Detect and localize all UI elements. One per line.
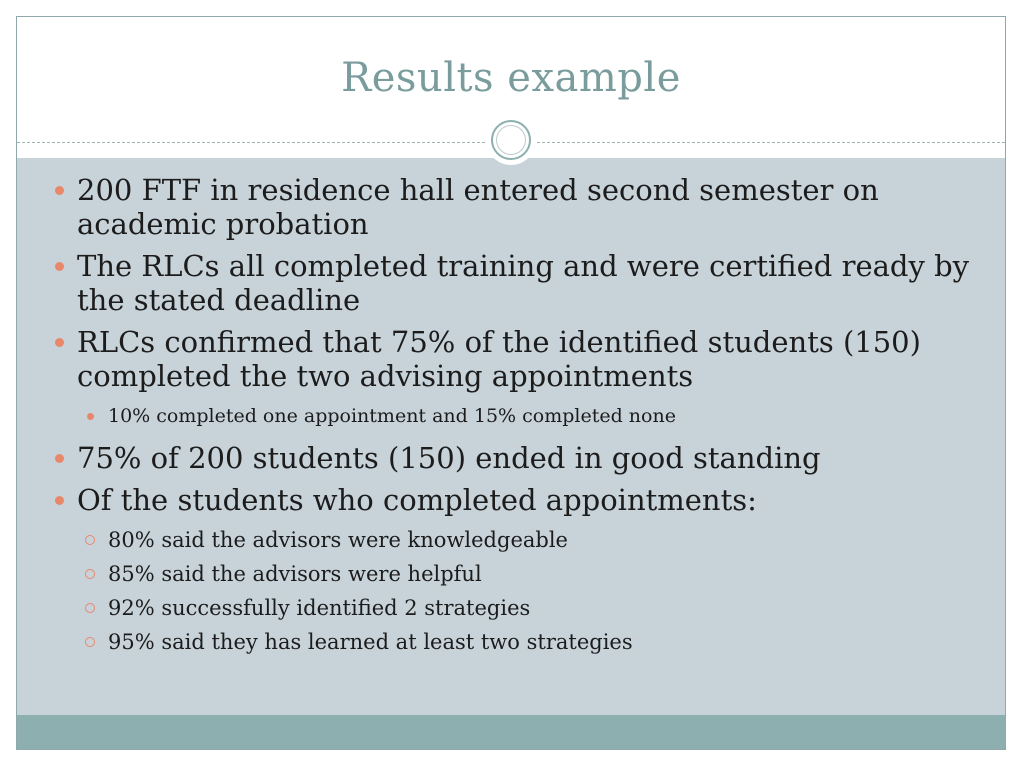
bullet-text: RLCs confirmed that 75% of the identified students (150) completed the two advising appointments	[77, 325, 921, 393]
sub-bullet-text: 92% successfully identified 2 strategies	[108, 596, 531, 620]
sub-bullet-item	[77, 399, 973, 433]
sub-bullet-item	[77, 591, 973, 625]
sub-bullet-text: 80% said the advisors were knowledgeable	[108, 528, 568, 552]
bullet-item	[53, 441, 973, 475]
bullet-list	[53, 173, 973, 667]
circle-ornament-icon	[486, 115, 536, 165]
sub-bullet-text: 10% completed one appointment and 15% completed none	[108, 405, 676, 427]
bullet-text: 75% of 200 students (150) ended in good standing	[77, 441, 821, 475]
bullet-item	[53, 325, 973, 433]
sub-bullet-text: 85% said the advisors were helpful	[108, 562, 482, 586]
bullet-dot-icon	[55, 262, 64, 271]
bullet-item	[53, 173, 973, 241]
sub-bullet-item	[77, 625, 973, 659]
bullet-item	[53, 483, 973, 659]
bullet-dot-icon	[55, 496, 64, 505]
slide-title: Results example	[341, 55, 681, 101]
sub-bullet-item	[77, 557, 973, 591]
content-area	[17, 158, 1005, 716]
ornament-ring	[491, 120, 531, 160]
bullet-text: The RLCs all completed training and were certified ready by the stated deadline	[77, 249, 970, 317]
ornament-inner	[497, 126, 525, 154]
sub-bullet-circle-icon	[85, 637, 95, 647]
sub-bullet-list	[77, 399, 973, 433]
bullet-text: 200 FTF in residence hall entered second semester on academic probation	[77, 173, 879, 241]
sub-bullet-item	[77, 523, 973, 557]
footer-band	[17, 715, 1005, 749]
bullet-dot-icon	[55, 186, 64, 195]
bullet-dot-icon	[55, 454, 64, 463]
sub-bullet-text: 95% said they has learned at least two strategies	[108, 630, 633, 654]
sub-bullet-circle-icon	[85, 603, 95, 613]
sub-bullet-list	[77, 523, 973, 659]
slide-frame	[16, 16, 1006, 750]
sub-bullet-circle-icon	[85, 569, 95, 579]
sub-bullet-dot-icon	[87, 413, 94, 420]
bullet-dot-icon	[55, 338, 64, 347]
bullet-text: Of the students who completed appointments:	[77, 483, 757, 517]
bullet-item	[53, 249, 973, 317]
sub-bullet-circle-icon	[85, 535, 95, 545]
